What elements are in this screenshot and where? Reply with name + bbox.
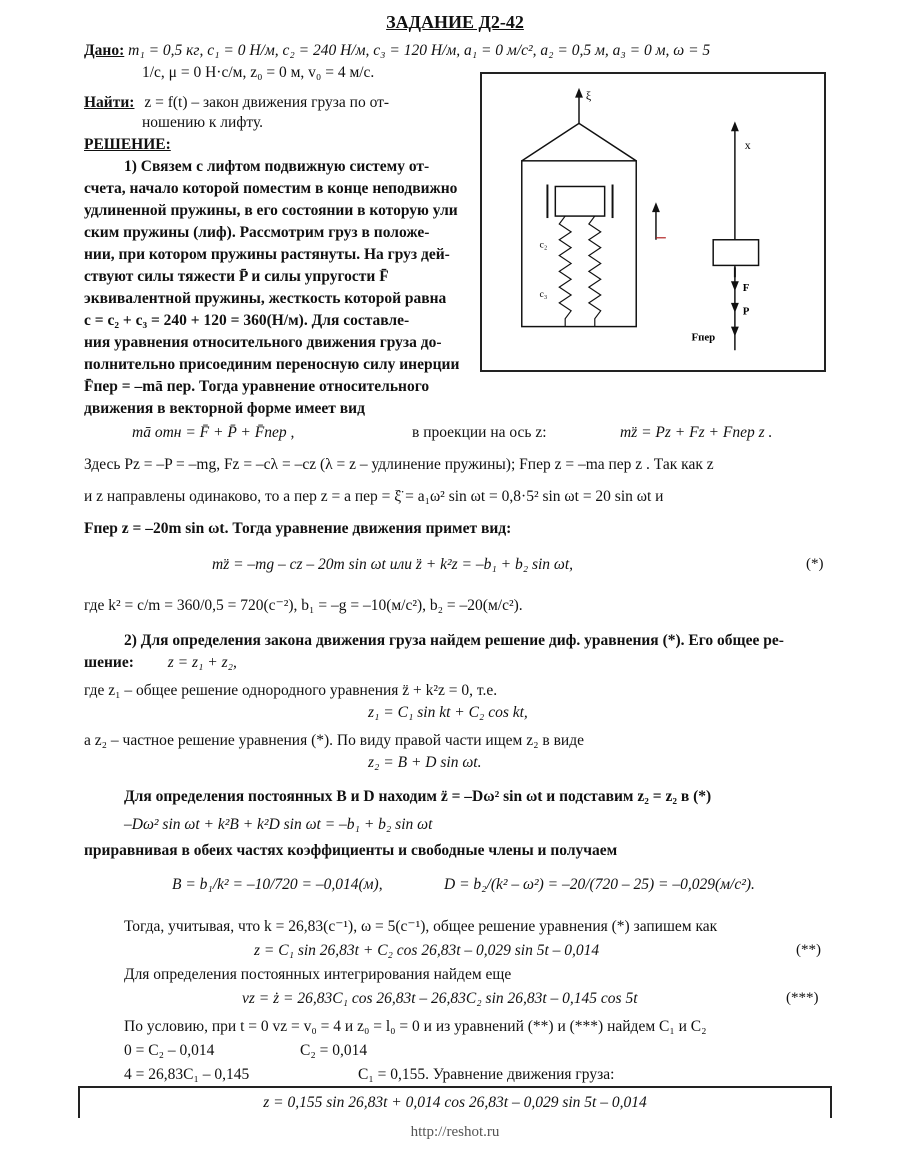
para1-line-11: F̄пер = –mā пер. Тогда уравнение относительного (84, 378, 430, 395)
para7-line-3b: C₁ = 0,155. Уравнение движения груза: (358, 1066, 615, 1083)
para3-line-2 (84, 654, 237, 672)
figure-diagram (480, 72, 826, 372)
para1-line-5: нии, при котором пружины растянуты. На груз дей- (84, 246, 450, 263)
para7-line-1: По условию, при t = 0 vz = v₀ = 4 и z₀ = l₀ = 0 и из уравнений (**) и (***) найдем C₁ и C₂ (124, 1018, 707, 1035)
c2-label: c₂ (539, 239, 548, 251)
given-label: Дано: (84, 42, 125, 59)
force-p-head (731, 303, 739, 313)
eq-vector-left: mā отн = F̄ + P̄ + F̄пер , (132, 424, 295, 441)
para2-line-2: и z направлены одинаково, то a пер z = a пер = ξ̈ = a₁ω² sin ωt = 0,8·5² sin ωt = 20 sin ωt и (84, 488, 664, 505)
find-line-1 (84, 94, 389, 112)
para4-eq-2: z₂ = B + D sin ωt. (368, 754, 482, 771)
find-line-2: ношению к лифту. (142, 114, 264, 131)
force-f-label: F (742, 282, 750, 295)
para1-line-6: ствуют силы тяжести P̄ и силы упругости F̄ (84, 268, 389, 285)
find-text-1: z = f(t) – закон движения груза по от- (144, 94, 390, 111)
solution-label: РЕШЕНИЕ: (84, 136, 171, 153)
given-text-1: m₁ = 0,5 кг, c₁ = 0 Н/м, c₂ = 240 Н/м, c₃ = 120 Н/м, a₁ = 0 м/с², a₂ = 0,5 м, a₃ = 0 м, ω = 5 (128, 42, 711, 59)
para1-line-8: c = c₂ + c₃ = 240 + 120 = 360(Н/м). Для составле- (84, 312, 410, 329)
para6-num-1: (**) (796, 942, 821, 958)
para1-line-3: удлиненной пружины, в его состоянии в которую ули (84, 202, 458, 219)
para4-line-2: а z₂ – частное решение уравнения (*). По виду правой части ищем z₂ в виде (84, 732, 584, 749)
para7-line-2b: C₂ = 0,014 (300, 1042, 368, 1059)
eq-coefficients: где k² = c/m = 360/0,5 = 720(с⁻²), b₁ = –g = –10(м/с²), b₂ = –20(м/с²). (84, 597, 523, 614)
eq-motion: mz̈ = –mg – cz – 20m sin ωt или z̈ + k²z = –b₁ + b₂ sin ωt, (212, 556, 574, 573)
spring-c3 (589, 216, 601, 327)
para5-eq: –Dω² sin ωt + k²B + k²D sin ωt = –b₁ + b₂ sin ωt (124, 816, 433, 833)
para6-eq-1: z = C₁ sin 26,83t + C₂ cos 26,83t – 0,029 sin 5t – 0,014 (254, 942, 600, 959)
para4-line-1: где z₁ – общее решение однородного уравнения z̈ + k²z = 0, т.е. (84, 682, 498, 699)
eq-motion-number: (*) (806, 556, 824, 572)
eq-vector-right: mz̈ = Pz + Fz + Fпер z . (620, 424, 773, 441)
para7-line-2a: 0 = C₂ – 0,014 (124, 1042, 215, 1059)
find-label: Найти: (84, 94, 135, 111)
xi-label: ξ (585, 88, 592, 103)
load-block (555, 186, 604, 216)
para3-general-solution: z = z₁ + z₂, (167, 654, 237, 671)
lift-roof (522, 123, 636, 160)
para1-line-12: движения в векторной форме имеет вид (84, 400, 365, 417)
figure-svg (482, 74, 824, 370)
para6-line-2: Для определения постоянных интегрирования найдем еще (124, 966, 512, 983)
para1-line-2: счета, начало которой поместим в конце неподвижно (84, 180, 458, 197)
eq-d: D = b₂/(k² – ω²) = –20/(720 – 25) = –0,029(м/с²). (444, 876, 755, 893)
para3-line-2-label: шение: (84, 654, 134, 671)
x-axis-head (731, 121, 739, 131)
force-f-head (731, 281, 739, 291)
para6-num-2: (***) (786, 990, 819, 1006)
para4-eq-1: z₁ = C₁ sin kt + C₂ cos kt, (368, 704, 528, 721)
para5-line-1: Для определения постоянных B и D находим z̈ = –Dω² sin ωt и подставим z₂ = z₂ в (*) (124, 788, 712, 805)
x-axis-label: x (744, 137, 751, 152)
page-title: ЗАДАНИЕ Д2-42 (386, 12, 524, 32)
given-line-1 (84, 42, 710, 60)
para6-eq-2: vz = ż = 26,83C₁ cos 26,83t – 26,83C₂ sin 26,83t – 0,145 cos 5t (242, 990, 638, 1007)
para3-line-1: 2) Для определения закона движения груза найдем решение диф. уравнения (*). Его общее ре- (124, 632, 784, 649)
para1-line-1: 1) Связем с лифтом подвижную систему от- (124, 158, 430, 175)
para2-line-3: Fпер z = –20m sin ωt. Тогда уравнение движения примет вид: (84, 520, 512, 537)
force-fper-label: Fпер (691, 331, 716, 344)
spring-c2 (559, 216, 571, 327)
answer-box (78, 1086, 832, 1118)
vel-arrow-head (652, 202, 660, 212)
para5-line-2: приравнивая в обеих частях коэффициенты и свободные члены и получаем (84, 842, 618, 859)
force-p-label: P (742, 305, 750, 318)
eq-vector-mid: в проекции на ось z: (412, 424, 547, 441)
para6-line-1: Тогда, учитывая, что k = 26,83(с⁻¹), ω = 5(с⁻¹), общее решение уравнения (*) запишем как (124, 918, 718, 935)
footer-url: http://reshot.ru (410, 1124, 500, 1140)
lift-arrow-head (575, 88, 583, 98)
para2-line-1: Здесь Pz = –P = –mg, Fz = –cλ = –cz (λ = z – удлинение пружины); Fпер z = –ma пер z . Так как z (84, 456, 714, 473)
para1-line-10: полнительно присоединим переносную силу инерции (84, 356, 460, 373)
para7-line-3a: 4 = 26,83C₁ – 0,145 (124, 1066, 250, 1083)
c3-label: c₃ (539, 288, 548, 300)
para1-line-4: ским пружины (лиф). Рассмотрим груз в положе- (84, 224, 430, 241)
para1-line-9: ния уравнения относительного движения груза до- (84, 334, 442, 351)
given-line-2: 1/с, μ = 0 Н·с/м, z₀ = 0 м, v₀ = 4 м/с. (142, 64, 375, 81)
answer-equation: z = 0,155 sin 26,83t + 0,014 cos 26,83t – 0,029 sin 5t – 0,014 (263, 1094, 647, 1111)
force-fper-head (731, 327, 739, 337)
axis-load-block (713, 240, 758, 266)
eq-b: B = b₁/k² = –10/720 = –0,014(м), (172, 876, 383, 893)
para1-line-7: эквивалентной пружины, жесткость которой равна (84, 290, 447, 307)
